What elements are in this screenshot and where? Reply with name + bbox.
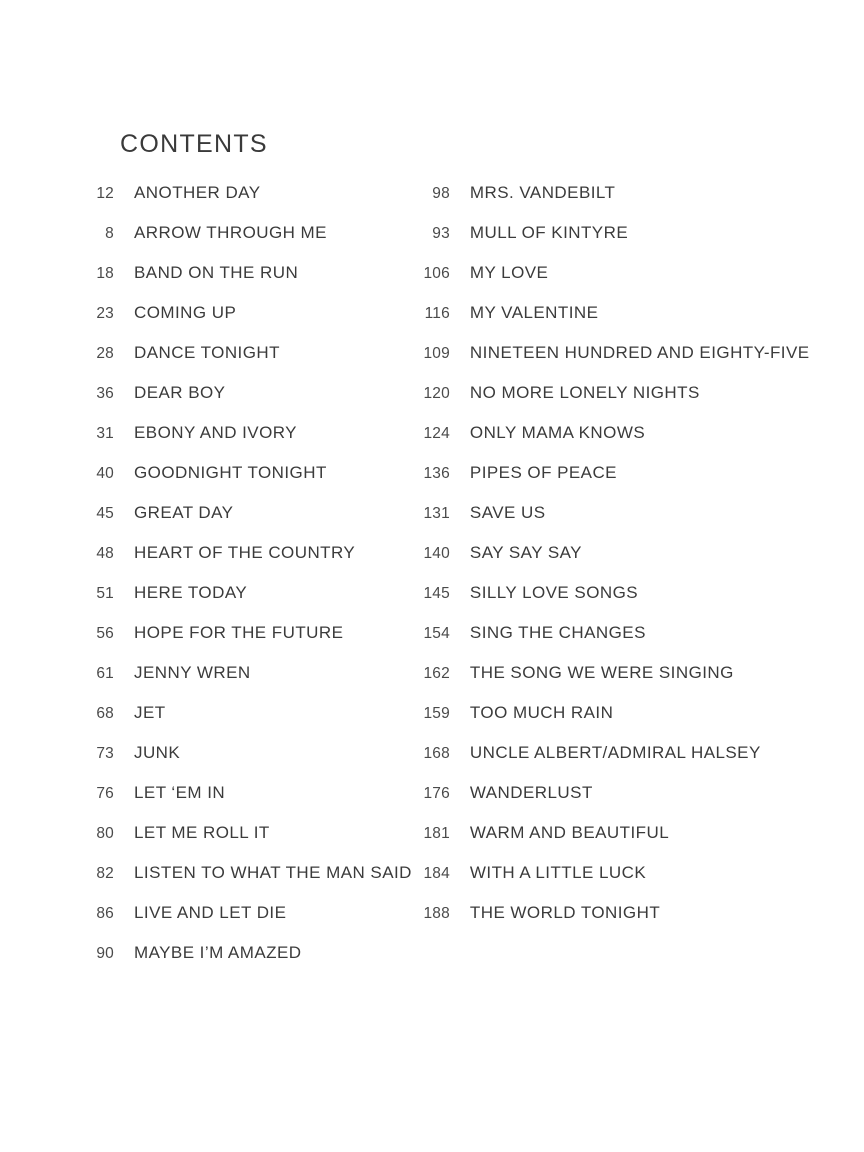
entry-page-number: 80	[96, 825, 114, 842]
entry-title: JET	[134, 703, 166, 722]
entry-page-number: 36	[96, 385, 114, 402]
entry-title: THE WORLD TONIGHT	[469, 903, 661, 922]
entry-page-number: 12	[96, 185, 114, 202]
contents-entry[interactable]	[412, 853, 810, 893]
contents-entry[interactable]	[412, 533, 810, 573]
contents-entry[interactable]	[76, 453, 412, 493]
entry-page-number: 28	[96, 345, 114, 362]
entry-title: SAY SAY SAY	[469, 543, 582, 562]
contents-entry[interactable]	[76, 373, 412, 413]
entry-title: DEAR BOY	[134, 383, 226, 402]
entry-page-number: 145	[423, 585, 450, 602]
entry-title: SING THE CHANGES	[469, 623, 646, 642]
entry-title: JENNY WREN	[134, 663, 251, 682]
entry-page-number: 76	[96, 785, 114, 802]
entry-page-number: 90	[96, 945, 114, 962]
contents-entry[interactable]	[76, 213, 412, 253]
contents-entry[interactable]	[76, 773, 412, 813]
entry-title: EBONY AND IVORY	[134, 423, 297, 442]
entry-title: LET ‘EM IN	[134, 783, 226, 802]
contents-entry[interactable]	[76, 493, 412, 533]
contents-entry[interactable]	[76, 253, 412, 293]
entry-page-number: 181	[423, 825, 450, 842]
contents-entry[interactable]	[76, 853, 412, 893]
contents-entry[interactable]	[76, 333, 412, 373]
entry-page-number: 106	[423, 265, 450, 282]
entry-title: COMING UP	[134, 303, 237, 322]
contents-entry[interactable]	[412, 493, 810, 533]
contents-entry[interactable]	[76, 933, 412, 973]
entry-page-number: 120	[423, 385, 450, 402]
contents-entry[interactable]	[76, 293, 412, 333]
entry-title: PIPES OF PEACE	[469, 463, 617, 482]
contents-entry[interactable]	[76, 813, 412, 853]
entry-title: SAVE US	[469, 503, 546, 522]
entry-title: DANCE TONIGHT	[134, 343, 280, 362]
contents-entry[interactable]	[412, 253, 810, 293]
entry-title: LIVE AND LET DIE	[134, 903, 287, 922]
entry-title: GREAT DAY	[134, 503, 234, 522]
contents-entry[interactable]	[76, 893, 412, 933]
entry-title: NO MORE LONELY NIGHTS	[469, 383, 700, 402]
entry-page-number: 116	[424, 305, 450, 322]
entry-title: LISTEN TO WHAT THE MAN SAID	[134, 863, 412, 882]
entry-page-number: 73	[96, 745, 114, 762]
contents-column-left	[76, 173, 412, 973]
contents-entry[interactable]	[412, 693, 810, 733]
entry-title: WARM AND BEAUTIFUL	[469, 823, 670, 842]
entry-title: HERE TODAY	[134, 583, 248, 602]
entry-page-number: 82	[96, 865, 114, 882]
contents-entry[interactable]	[412, 653, 810, 693]
entry-page-number: 48	[96, 545, 114, 562]
contents-entry[interactable]	[76, 693, 412, 733]
entry-page-number: 168	[423, 745, 450, 762]
entry-title: LET ME ROLL IT	[134, 823, 270, 842]
entry-page-number: 31	[96, 425, 114, 442]
contents-column-right	[412, 173, 810, 933]
contents-entry[interactable]	[412, 293, 810, 333]
page-title: CONTENTS	[120, 130, 268, 158]
entry-page-number: 8	[105, 225, 114, 242]
contents-entry[interactable]	[412, 813, 810, 853]
entry-title: UNCLE ALBERT/ADMIRAL HALSEY	[469, 743, 761, 762]
entry-title: GOODNIGHT TONIGHT	[134, 463, 327, 482]
entry-title: MRS. VANDEBILT	[469, 183, 616, 202]
contents-entry[interactable]	[412, 453, 810, 493]
entry-page-number: 18	[96, 265, 114, 282]
entry-title: MY LOVE	[469, 263, 549, 282]
entry-page-number: 61	[96, 665, 114, 682]
entry-title: ONLY MAMA KNOWS	[469, 423, 646, 442]
entry-title: JUNK	[134, 743, 181, 762]
entry-page-number: 188	[423, 905, 450, 922]
entry-page-number: 159	[423, 705, 450, 722]
contents-entry[interactable]	[412, 893, 810, 933]
entry-title: WITH A LITTLE LUCK	[469, 863, 647, 882]
entry-title: MULL OF KINTYRE	[469, 223, 629, 242]
entry-page-number: 109	[423, 345, 450, 362]
contents-entry[interactable]	[76, 173, 412, 213]
entry-title: MY VALENTINE	[469, 303, 599, 322]
contents-columns	[76, 173, 810, 973]
entry-page-number: 51	[96, 585, 114, 602]
contents-entry[interactable]	[412, 613, 810, 653]
contents-entry[interactable]	[76, 413, 412, 453]
entry-page-number: 131	[423, 505, 450, 522]
contents-entry[interactable]	[412, 573, 810, 613]
contents-entry[interactable]	[412, 333, 810, 373]
entry-title: MAYBE I’M AMAZED	[134, 943, 302, 962]
contents-entry[interactable]	[76, 653, 412, 693]
contents-entry[interactable]	[412, 773, 810, 813]
contents-entry[interactable]	[76, 533, 412, 573]
entry-title: HOPE FOR THE FUTURE	[134, 623, 344, 642]
entry-page-number: 176	[423, 785, 450, 802]
contents-entry[interactable]	[76, 733, 412, 773]
entry-page-number: 184	[423, 865, 450, 882]
entry-page-number: 40	[96, 465, 114, 482]
entry-page-number: 154	[423, 625, 450, 642]
entry-page-number: 98	[432, 185, 450, 202]
entry-page-number: 93	[432, 225, 450, 242]
contents-entry[interactable]	[412, 733, 810, 773]
contents-entry[interactable]	[76, 573, 412, 613]
contents-entry[interactable]	[412, 173, 810, 213]
entry-page-number: 45	[96, 505, 114, 522]
entry-page-number: 68	[96, 705, 114, 722]
entry-title: WANDERLUST	[469, 783, 593, 802]
contents-entry[interactable]	[412, 213, 810, 253]
entry-page-number: 23	[96, 305, 114, 322]
entry-title: TOO MUCH RAIN	[469, 703, 614, 722]
entry-title: HEART OF THE COUNTRY	[134, 543, 356, 562]
entry-title: NINETEEN HUNDRED AND EIGHTY-FIVE	[469, 343, 810, 362]
entry-title: ANOTHER DAY	[134, 183, 261, 202]
entry-title: BAND ON THE RUN	[134, 263, 299, 282]
entry-title: SILLY LOVE SONGS	[469, 583, 639, 602]
entry-page-number: 56	[96, 625, 114, 642]
entry-title: THE SONG WE WERE SINGING	[469, 663, 734, 682]
entry-page-number: 86	[96, 905, 114, 922]
entry-title: ARROW THROUGH ME	[134, 223, 327, 242]
contents-entry[interactable]	[412, 373, 810, 413]
entry-page-number: 162	[423, 665, 450, 682]
entry-page-number: 140	[423, 545, 450, 562]
contents-entry[interactable]	[76, 613, 412, 653]
entry-page-number: 136	[423, 465, 450, 482]
entry-page-number: 124	[423, 425, 450, 442]
contents-entry[interactable]	[412, 413, 810, 453]
